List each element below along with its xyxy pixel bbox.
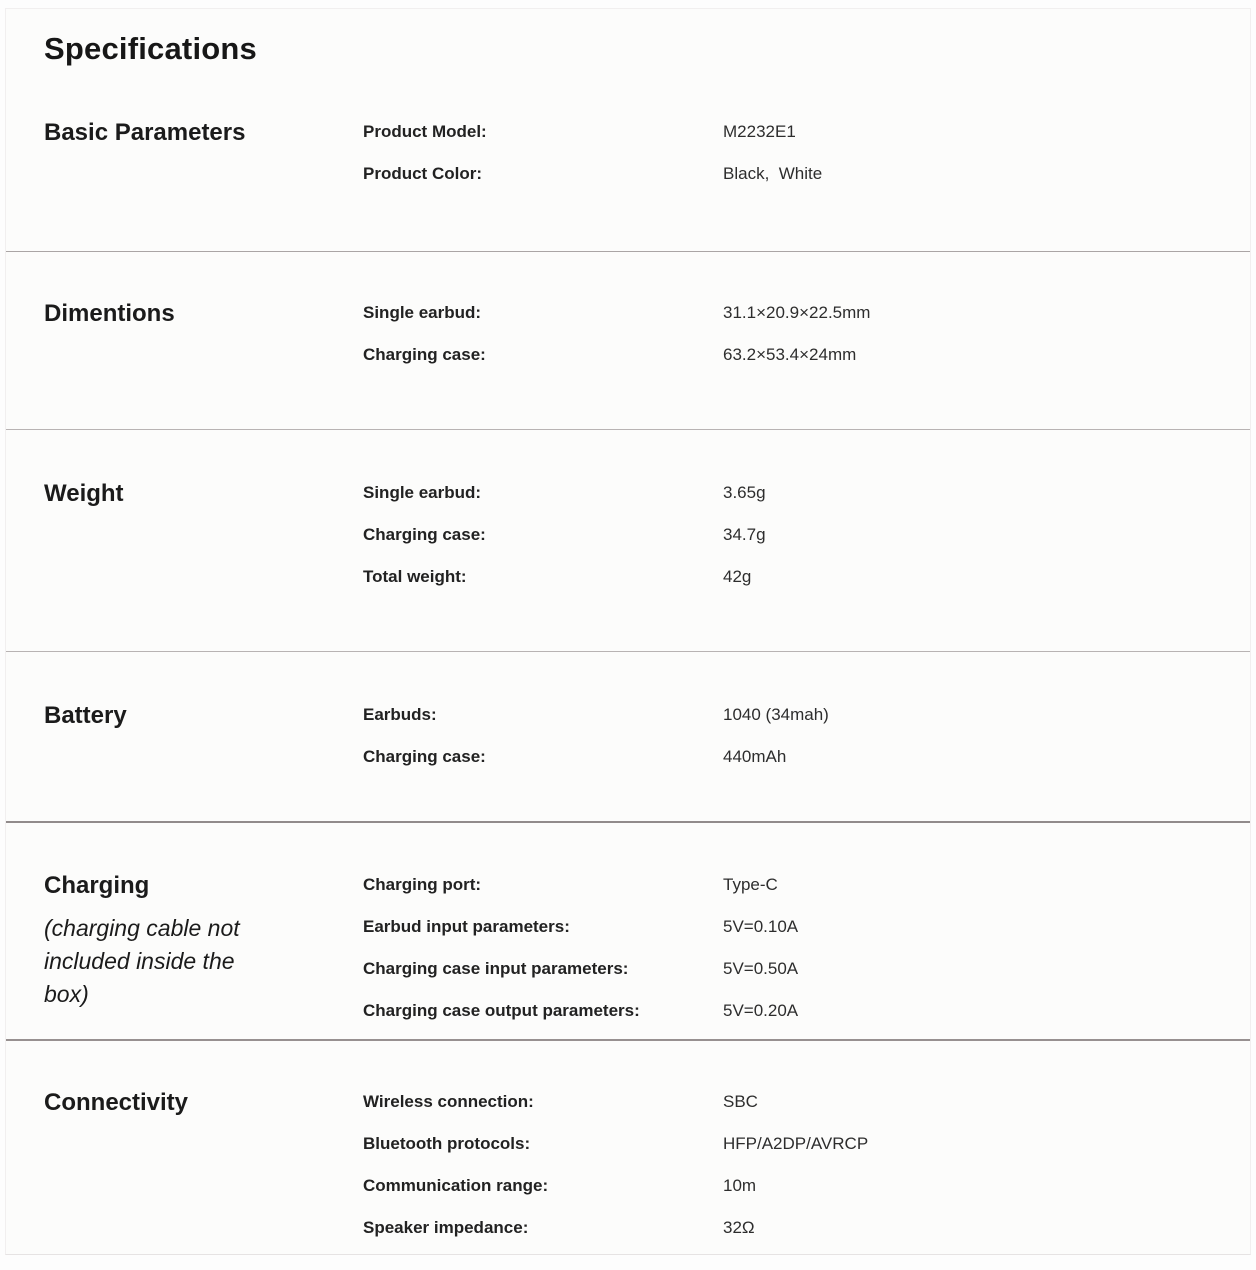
- spec-row: [363, 1089, 1250, 1131]
- spec-value: 63.2×53.4×24mm: [723, 345, 857, 364]
- spec-value: 42g: [723, 567, 752, 586]
- spec-label: Charging case:: [363, 345, 486, 364]
- spec-label: Product Color:: [363, 164, 482, 183]
- spec-value: Black, White: [723, 164, 823, 183]
- spec-label: Charging case:: [363, 747, 486, 766]
- spec-label: Total weight:: [363, 567, 467, 586]
- spec-value: Type-C: [723, 875, 778, 894]
- spec-row: [363, 300, 1250, 342]
- spec-label: Earbuds:: [363, 705, 437, 724]
- spec-label: Speaker impedance:: [363, 1218, 529, 1237]
- section-title: Connectivity: [44, 1089, 189, 1116]
- spec-row: [363, 564, 1250, 606]
- spec-value: 10m: [723, 1176, 757, 1195]
- page-title: Specifications: [44, 31, 257, 66]
- spec-value: 1040 (34mah): [723, 705, 829, 724]
- section-title: Dimentions: [44, 300, 175, 327]
- section-connectivity: [6, 1039, 1250, 1256]
- spec-card: [5, 8, 1251, 1255]
- section-charging: [6, 821, 1250, 1039]
- spec-row: [363, 161, 1250, 203]
- spec-value: 3.65g: [723, 483, 766, 502]
- section-battery: [6, 651, 1250, 821]
- spec-label: Wireless connection:: [363, 1092, 534, 1111]
- section-note: (charging cable not included inside the box): [44, 915, 240, 1007]
- section-title: Basic Parameters: [44, 119, 246, 146]
- section-basic-parameters: [6, 111, 1250, 251]
- spec-value: 5V=0.20A: [723, 1001, 799, 1020]
- spec-value: HFP/A2DP/AVRCP: [723, 1134, 869, 1153]
- spec-label: Charging port:: [363, 875, 482, 894]
- spec-row: [363, 1173, 1250, 1215]
- spec-label: Communication range:: [363, 1176, 549, 1195]
- spec-label: Earbud input parameters:: [363, 917, 570, 936]
- section-dimentions: [6, 251, 1250, 429]
- spec-row: [363, 1131, 1250, 1173]
- section-title: Charging: [44, 872, 150, 899]
- spec-label: Charging case input parameters:: [363, 959, 629, 978]
- spec-value: 440mAh: [723, 747, 787, 766]
- spec-label: Single earbud:: [363, 483, 482, 502]
- spec-value: SBC: [723, 1092, 758, 1111]
- spec-row: [363, 119, 1250, 161]
- spec-row: [363, 914, 1250, 956]
- spec-label: Product Model:: [363, 122, 487, 141]
- spec-value: 31.1×20.9×22.5mm: [723, 303, 871, 322]
- spec-label: Charging case:: [363, 525, 486, 544]
- spec-label: Charging case output parameters:: [363, 1001, 640, 1020]
- spec-value: 32Ω: [723, 1218, 755, 1237]
- spec-row: [363, 522, 1250, 564]
- spec-row: [363, 480, 1250, 522]
- spec-value: M2232E1: [723, 122, 796, 141]
- spec-label: Bluetooth protocols:: [363, 1134, 531, 1153]
- spec-row: [363, 872, 1250, 914]
- spec-row: [363, 1215, 1250, 1257]
- spec-row: [363, 744, 1250, 786]
- spec-row: [363, 956, 1250, 998]
- section-title: Weight: [44, 480, 124, 507]
- spec-row: [363, 702, 1250, 744]
- section-weight: [6, 429, 1250, 651]
- spec-value: 5V=0.50A: [723, 959, 799, 978]
- spec-row: [363, 342, 1250, 384]
- spec-label: Single earbud:: [363, 303, 482, 322]
- section-title: Battery: [44, 702, 127, 729]
- spec-row: [363, 998, 1250, 1040]
- spec-value: 34.7g: [723, 525, 766, 544]
- spec-value: 5V=0.10A: [723, 917, 799, 936]
